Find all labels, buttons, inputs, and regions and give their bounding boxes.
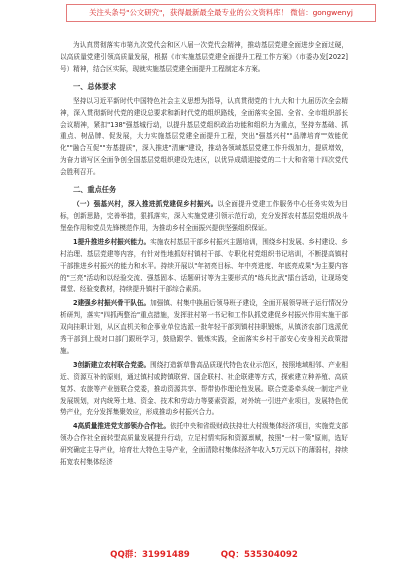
paragraph	[60, 237, 348, 297]
paragraph-lead: （一）强基兴村，深入推进抓党建促乡村振兴。	[73, 200, 218, 209]
paragraph-text: 坚持以习近平新时代中国特色社会主义思想为指导，认真贯彻党的十九大和十九届历次全会精神，深入贯彻新时代党的建设总要求和新时代党的组织路线，全面落实全国、全省、全市组织部长会议精神，紧扣"138"强基城行动，以提升基层党组织政治功能和组织力为重点，坚持夯基础、抓重点、树品牌、促发展，大力实施基层党建全面提升工程，突出"强基兴村""品牌培育""效能优化""融合互促""夯基提质"，深入推进"清廉"建设，推动各领域基层党建工作升级加力，提质增效，为奋力谱写区全面争创全国基层党组织建设先进区，以优异成绩迎接党的二十大和省第十四次党代会胜利召开。	[60, 96, 348, 177]
paragraph	[60, 298, 348, 358]
paragraph-text: 一、总体要求	[73, 81, 117, 91]
paragraph	[60, 421, 348, 469]
document-body	[60, 40, 348, 471]
paragraph-text: 加强镇、村集中换届后领导班子建设，全面开展领导班子运行情况分析研判，落实"四抓两整治"重点措施，发挥驻村第一书记和工作队抓党建促乡村振兴作用实施干部双向挂职计划，从区直机关和企事业单位选派一批年轻干部到镇村挂职锻炼，从镇济农部门选派优秀干部到上级对口部门跟班学习，鼓励跟学、锻炼实践，全面落实乡村干部安心安身相关政策措施。	[60, 299, 348, 355]
paragraph-lead: 1提升推进乡村振兴能力。	[73, 237, 151, 246]
footer-contact	[0, 548, 408, 564]
paragraph	[60, 40, 348, 76]
section-heading	[60, 183, 348, 196]
paragraph-text: 为认真贯彻落实市第九次党代会和区八届一次党代会精神，推动基层党建全面进步全面过硬，以高质量党建引领高质量发展，根据《市实施基层党建全面提升工程工作方案》（市委办发[2022]号）精神，结合区实际，现就实施基层党建全面提升工程制定本方案。	[60, 41, 348, 73]
paragraph-lead: 3创新建立农村联合党委。	[73, 360, 151, 369]
paragraph-text: 实施农村基层干部乡村振兴主题培训，围绕乡村发展、乡村建设、乡村治理、基层党建等内容，有针对性地抓好村镇村干部、专职化村党组织书记培训，不断提高镇村干部推进乡村振兴的能力和水平。持续开展以"年初亮目标、年中亮进度、年底亮成果"为主要内容的"三亮"活动和以经验交流、强基固本、话题研讨等为主要形式的"练兵比武"擂台活动，让现场变课堂、经验变教材，持续提升镇村干部综合素质。	[60, 237, 348, 294]
paragraph	[60, 360, 348, 420]
paragraph-text: 依托中央和省级财政扶持壮大村级集体经济项目，实施党支部领办合作社全面转型高质量发展提升行动，立足村情实际和资源禀赋，按照"一村一策"原则，选好研究确定主导产业，培育壮大特色主导产业，全面清除村集体经济年收入5万元以下的薄弱村，持续拓宽农村集体经济	[60, 422, 349, 467]
paragraph	[60, 96, 348, 179]
qq-group-text: QQ群：31991489	[110, 550, 190, 560]
qq-text: QQ：535304092	[220, 550, 298, 560]
paragraph-text: 以全面提升党建工作服务中心任务实效为目标，创新思路，完善举措，狠抓落实，深入实施党建引领示范行动，充分发挥农村基层党组织战斗堡垒作用和党员先锋模范作用，为推动乡村全面振兴提供坚强组织保证。	[60, 200, 349, 232]
section-heading	[60, 80, 348, 93]
promo-banner: 关注头条号"公文研究"，获得最新最全最专业的公文资料库！ 微信：gongwenyj	[66, 4, 376, 22]
paragraph-text: 二、重点任务	[73, 185, 117, 195]
paragraph-text: 围绕打造新草鲁高品质现代特色农业示范区，按照地域相邻、产业相近、资源互补的原则，通过镇村或跨镇联营、国企联村、社企联建等方式，探索建立种养殖、高质复苏、农旅等产业链联合党委，推动资源共享、帮带协作理论性发展。联合党委牵头统一制定产业发展规划，对内统筹土地、资金、技术和劳动力等要素资源，对外统一引进产业项目，发展特色优势产业，充分发挥集聚效应，形成推动乡村振兴合力。	[60, 360, 348, 417]
paragraph	[60, 199, 348, 235]
paragraph-lead: 4高质量推进党支部领办合作社。	[73, 422, 170, 431]
paragraph-lead: 2建强乡村振兴骨干队伍。	[73, 299, 151, 308]
